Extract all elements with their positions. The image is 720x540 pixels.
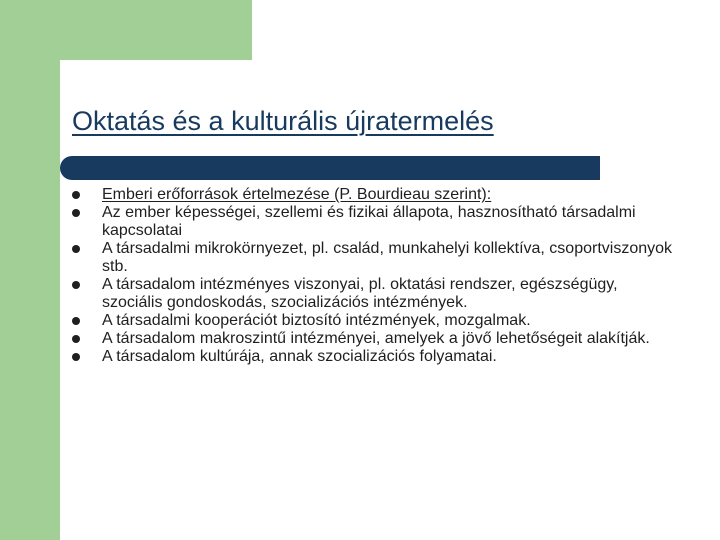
bullet-text: A társadalmi mikrokörnyezet, pl. család, munkahelyi kollektíva, csoportviszonyok stb. bbox=[102, 240, 673, 275]
bullet-item-6 bbox=[72, 330, 672, 348]
bullet-dot-icon bbox=[72, 191, 80, 199]
bullet-item-1 bbox=[72, 186, 672, 204]
bullet-item-3 bbox=[72, 240, 672, 276]
bullet-text: A társadalom intézményes viszonyai, pl. oktatási rendszer, egészségügy, szociális gondoskodás, szocializációs intézmények. bbox=[102, 276, 618, 311]
bullet-list bbox=[72, 186, 672, 366]
bullet-dot-icon bbox=[72, 335, 80, 343]
bullet-dot-icon bbox=[72, 245, 80, 253]
bullet-text: Az ember képességei, szellemi és fizikai állapota, hasznosítható társadalmi kapcsolatai bbox=[102, 204, 636, 239]
bullet-dot-icon bbox=[72, 353, 80, 361]
slide-title: Oktatás és a kulturális újratermelés bbox=[72, 106, 494, 136]
bullet-item-7 bbox=[72, 348, 672, 366]
bullet-item-2 bbox=[72, 204, 672, 240]
bullet-text: Emberi erőforrások értelmezése (P. Bourdieau szerint): bbox=[102, 186, 492, 203]
top-accent-block bbox=[0, 0, 252, 60]
left-accent-bar bbox=[0, 0, 60, 540]
bullet-text: A társadalom makroszintű intézményei, amelyek a jövő lehetőségeit alakítják. bbox=[102, 330, 650, 347]
bullet-dot-icon bbox=[72, 317, 80, 325]
bullet-item-5 bbox=[72, 312, 672, 330]
title-rule bbox=[60, 156, 600, 180]
bullet-item-4 bbox=[72, 276, 672, 312]
bullet-dot-icon bbox=[72, 281, 80, 289]
bullet-dot-icon bbox=[72, 209, 80, 217]
bullet-text: A társadalmi kooperációt biztosító intézmények, mozgalmak. bbox=[102, 312, 531, 329]
bullet-text: A társadalom kultúrája, annak szocializációs folyamatai. bbox=[102, 348, 497, 365]
